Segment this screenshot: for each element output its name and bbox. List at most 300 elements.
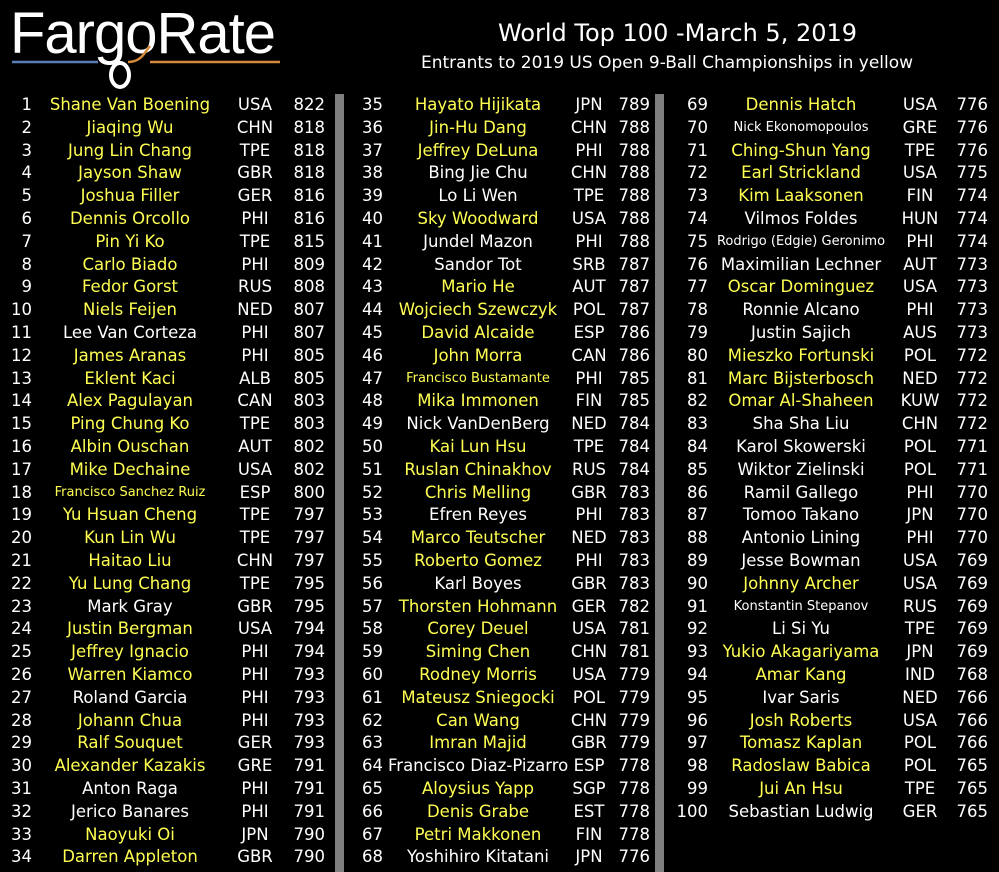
rank-number: 77 — [687, 277, 708, 297]
player-name: Sha Sha Liu — [752, 414, 850, 434]
country-code: PHI — [906, 300, 934, 320]
ranking-row — [348, 231, 655, 254]
ranking-row — [0, 824, 330, 847]
rank-number: 60 — [362, 664, 383, 684]
player-name: Can Wang — [436, 710, 520, 730]
rank-number: 20 — [11, 528, 32, 548]
country-code: GBR — [237, 596, 273, 616]
country-code: USA — [902, 710, 938, 730]
rank-number: 98 — [687, 756, 708, 776]
ranking-row — [668, 550, 999, 573]
ranking-row — [0, 778, 330, 801]
ranking-row — [348, 459, 655, 482]
player-name: Niels Feijen — [82, 300, 178, 320]
fargo-rating: 790 — [293, 847, 325, 867]
rankings-column-2 — [348, 94, 655, 869]
rank-number: 83 — [687, 414, 708, 434]
fargo-rating: 795 — [293, 596, 325, 616]
player-name: Alex Pagulayan — [66, 391, 194, 411]
rank-number: 54 — [362, 528, 383, 548]
ranking-row — [668, 732, 999, 755]
rank-number: 85 — [687, 459, 708, 479]
ranking-row — [348, 846, 655, 869]
rank-number: 53 — [362, 505, 383, 525]
country-code: PHI — [575, 505, 603, 525]
rank-number: 3 — [21, 140, 32, 160]
country-code: IND — [905, 664, 935, 684]
ranking-row — [668, 390, 999, 413]
rank-number: 74 — [687, 208, 708, 228]
player-name: Albin Ouschan — [70, 436, 190, 456]
fargo-rating: 779 — [618, 710, 650, 730]
rank-number: 24 — [11, 619, 32, 639]
country-code: PHI — [241, 208, 269, 228]
country-code: USA — [571, 619, 607, 639]
rank-number: 91 — [687, 596, 708, 616]
fargo-rating: 769 — [956, 619, 988, 639]
rank-number: 57 — [362, 596, 383, 616]
country-code: ESP — [573, 756, 605, 776]
country-code: POL — [903, 733, 937, 753]
rank-number: 92 — [687, 619, 708, 639]
column-divider-1 — [335, 94, 344, 872]
country-code: POL — [903, 436, 937, 456]
country-code: POL — [572, 687, 606, 707]
ranking-row — [348, 801, 655, 824]
player-name: Francisco Sanchez Ruiz — [54, 484, 206, 500]
player-name: Eklent Kaci — [84, 368, 176, 388]
player-name: Konstantin Stepanov — [733, 598, 869, 614]
fargo-rating: 774 — [956, 231, 988, 251]
fargo-rating: 808 — [293, 277, 325, 297]
logo-line-orange — [128, 46, 280, 62]
ranking-row — [0, 276, 330, 299]
fargo-rating: 818 — [293, 163, 325, 183]
fargo-rating: 783 — [618, 550, 650, 570]
ranking-row — [0, 732, 330, 755]
player-name: Jeffrey DeLuna — [417, 140, 539, 160]
fargo-rating: 766 — [956, 733, 988, 753]
fargo-rating: 794 — [293, 619, 325, 639]
player-name: Wiktor Zielinski — [737, 459, 865, 479]
rank-number: 7 — [21, 231, 32, 251]
player-name: James Aranas — [73, 345, 187, 365]
country-code: GER — [571, 596, 607, 616]
rank-number: 17 — [11, 459, 32, 479]
country-code: PHI — [241, 664, 269, 684]
rank-number: 18 — [11, 482, 32, 502]
rank-number: 8 — [21, 254, 32, 274]
fargo-rating: 790 — [293, 824, 325, 844]
fargo-rating: 815 — [293, 231, 325, 251]
player-name: Sebastian Ludwig — [728, 801, 874, 821]
ranking-row — [0, 641, 330, 664]
country-code: TPE — [904, 619, 936, 639]
ranking-row — [348, 276, 655, 299]
rank-number: 72 — [687, 163, 708, 183]
country-code: PHI — [241, 322, 269, 342]
rank-number: 44 — [362, 300, 383, 320]
fargo-rating: 769 — [956, 596, 988, 616]
fargo-rating: 774 — [956, 186, 988, 206]
player-name: Roberto Gomez — [414, 550, 542, 570]
fargo-rating: 770 — [956, 482, 988, 502]
rank-number: 63 — [362, 733, 383, 753]
fargo-rating: 783 — [618, 482, 650, 502]
country-code: GBR — [571, 733, 607, 753]
fargo-rating: 797 — [293, 528, 325, 548]
rank-number: 28 — [11, 710, 32, 730]
rank-number: 42 — [362, 254, 383, 274]
rank-number: 49 — [362, 414, 383, 434]
ranking-row — [668, 482, 999, 505]
rank-number: 100 — [676, 801, 708, 821]
rank-number: 90 — [687, 573, 708, 593]
player-name: Amar Kang — [755, 664, 847, 684]
fargo-rating: 778 — [618, 801, 650, 821]
player-name: Yoshihiro Kitatani — [406, 847, 550, 867]
fargo-rating: 791 — [293, 801, 325, 821]
player-name: Mieszko Fortunski — [727, 345, 875, 365]
player-name: Jundel Mazon — [423, 231, 533, 251]
fargo-rating: 773 — [956, 322, 988, 342]
player-name: Ruslan Chinakhov — [404, 459, 552, 479]
ranking-row — [348, 664, 655, 687]
country-code: PHI — [575, 368, 603, 388]
fargo-rating: 793 — [293, 733, 325, 753]
fargo-rating: 774 — [956, 208, 988, 228]
player-name: Jesse Bowman — [741, 550, 861, 570]
country-code: USA — [237, 459, 273, 479]
rank-number: 94 — [687, 664, 708, 684]
country-code: USA — [571, 208, 607, 228]
rank-number: 9 — [21, 277, 32, 297]
rank-number: 6 — [21, 208, 32, 228]
country-code: SGP — [572, 778, 606, 798]
fargo-rating: 783 — [618, 528, 650, 548]
country-code: NED — [571, 414, 607, 434]
ranking-row — [668, 778, 999, 801]
fargo-rating: 788 — [618, 140, 650, 160]
rank-number: 87 — [687, 505, 708, 525]
fargo-rating: 805 — [293, 368, 325, 388]
rank-number: 99 — [687, 778, 708, 798]
ranking-row — [668, 231, 999, 254]
ranking-row — [0, 801, 330, 824]
fargo-rating: 822 — [293, 95, 325, 114]
player-name: Justin Sajich — [751, 322, 851, 342]
country-code: PHI — [575, 140, 603, 160]
fargo-rating: 776 — [956, 117, 988, 137]
player-name: Kai Lun Hsu — [429, 436, 527, 456]
rankings-column-3 — [668, 94, 999, 824]
country-code: PHI — [906, 528, 934, 548]
fargo-rating: 773 — [956, 254, 988, 274]
rank-number: 70 — [687, 117, 708, 137]
player-name: Anton Raga — [82, 778, 178, 798]
player-name: Jerico Banares — [71, 801, 189, 821]
country-code: JPN — [906, 505, 934, 525]
ranking-row — [668, 664, 999, 687]
player-name: Fedor Gorst — [81, 277, 179, 297]
ranking-row — [0, 459, 330, 482]
fargo-rating: 776 — [956, 140, 988, 160]
country-code: PHI — [906, 231, 934, 251]
fargo-rating: 772 — [956, 345, 988, 365]
ranking-row — [0, 208, 330, 231]
ranking-row — [348, 527, 655, 550]
player-name: Mario He — [441, 277, 515, 297]
ranking-row — [668, 687, 999, 710]
rank-number: 38 — [362, 163, 383, 183]
player-name: Rodrigo (Edgie) Geronimo — [716, 233, 886, 249]
player-name: Tomoo Takano — [742, 505, 860, 525]
player-name: Mike Dechaine — [69, 459, 191, 479]
fargo-rating: 809 — [293, 254, 325, 274]
country-code: USA — [902, 573, 938, 593]
fargo-rating: 770 — [956, 505, 988, 525]
rank-number: 97 — [687, 733, 708, 753]
rank-number: 52 — [362, 482, 383, 502]
ranking-row — [348, 322, 655, 345]
rank-number: 95 — [687, 687, 708, 707]
country-code: KUW — [900, 391, 940, 411]
player-name: Johnny Archer — [743, 573, 859, 593]
ranking-row — [668, 527, 999, 550]
fargo-rating: 785 — [618, 391, 650, 411]
player-name: Sky Woodward — [417, 208, 539, 228]
player-name: Mateusz Sniegocki — [401, 687, 555, 707]
player-name: Jin-Hu Dang — [429, 117, 527, 137]
rank-number: 40 — [362, 208, 383, 228]
player-name: Corey Deuel — [427, 619, 529, 639]
player-name: Josh Roberts — [749, 710, 853, 730]
ranking-row — [668, 755, 999, 778]
player-name: Imran Majid — [429, 733, 527, 753]
ranking-row — [668, 618, 999, 641]
country-code: RUS — [902, 596, 937, 616]
ranking-row — [348, 482, 655, 505]
country-code: TPE — [239, 414, 271, 434]
fargo-rating: 778 — [618, 756, 650, 776]
player-name: Joshua Filler — [80, 186, 180, 206]
player-name: Lo Li Wen — [438, 186, 518, 206]
fargo-rating: 786 — [618, 322, 650, 342]
player-name: Naoyuki Oi — [85, 824, 175, 844]
country-code: GBR — [571, 573, 607, 593]
ranking-row — [348, 710, 655, 733]
country-code: ESP — [239, 482, 271, 502]
ranking-row — [0, 413, 330, 436]
ranking-row — [668, 299, 999, 322]
player-name: Ronnie Alcano — [742, 300, 860, 320]
player-name: Yukio Akagariyama — [722, 642, 880, 662]
column-divider-2 — [655, 94, 664, 872]
fargo-rating: 788 — [618, 208, 650, 228]
country-code: CHN — [236, 550, 274, 570]
ranking-row — [668, 436, 999, 459]
fargo-rating: 795 — [293, 573, 325, 593]
country-code: TPE — [573, 436, 605, 456]
rank-number: 5 — [21, 186, 32, 206]
player-name: Li Si Yu — [772, 619, 830, 639]
country-code: CHN — [570, 117, 608, 137]
rank-number: 19 — [11, 505, 32, 525]
country-code: CHN — [570, 163, 608, 183]
fargo-rating: 788 — [618, 186, 650, 206]
rank-number: 82 — [687, 391, 708, 411]
ranking-row — [0, 664, 330, 687]
country-code: TPE — [239, 573, 271, 593]
player-name: Bing Jie Chu — [428, 163, 528, 183]
country-code: CHN — [901, 414, 939, 434]
player-name: Rodney Morris — [419, 664, 537, 684]
fargo-rating: 768 — [956, 664, 988, 684]
country-code: USA — [902, 277, 938, 297]
country-code: FIN — [906, 186, 934, 206]
country-code: PHI — [241, 801, 269, 821]
player-name: Mark Gray — [87, 596, 173, 616]
ranking-row — [0, 618, 330, 641]
country-code: TPE — [904, 140, 936, 160]
fargo-rating: 793 — [293, 687, 325, 707]
player-name: Justin Bergman — [67, 619, 193, 639]
ranking-row — [0, 710, 330, 733]
fargo-rating: 773 — [956, 300, 988, 320]
fargo-rating: 794 — [293, 642, 325, 662]
country-code: TPE — [573, 186, 605, 206]
country-code: FIN — [575, 824, 603, 844]
fargo-rating: 802 — [293, 436, 325, 456]
rank-number: 41 — [362, 231, 383, 251]
fargo-rating: 803 — [293, 414, 325, 434]
rank-number: 75 — [687, 231, 708, 251]
ranking-row — [0, 390, 330, 413]
page-title: World Top 100 -March 5, 2019 — [498, 19, 858, 47]
fargo-rating: 766 — [956, 687, 988, 707]
country-code: RUS — [571, 459, 606, 479]
country-code: USA — [571, 664, 607, 684]
ranking-row — [348, 345, 655, 368]
country-code: GER — [237, 186, 273, 206]
country-code: TPE — [904, 778, 936, 798]
ranking-row — [348, 140, 655, 163]
player-name: Lee Van Corteza — [62, 322, 198, 342]
country-code: AUT — [572, 277, 606, 297]
player-name: Alexander Kazakis — [54, 756, 206, 776]
fargo-rating: 787 — [618, 300, 650, 320]
fargo-rating: 816 — [293, 186, 325, 206]
fargo-rating: 771 — [956, 459, 988, 479]
player-name: Petri Makkonen — [414, 824, 542, 844]
player-name: Francisco Diaz-Pizarro — [388, 756, 569, 776]
fargo-rating: 797 — [293, 505, 325, 525]
fargo-rating: 791 — [293, 778, 325, 798]
fargo-rating: 769 — [956, 573, 988, 593]
country-code: PHI — [241, 345, 269, 365]
ranking-row — [348, 208, 655, 231]
ranking-row — [668, 710, 999, 733]
country-code: USA — [237, 619, 273, 639]
ranking-row — [668, 596, 999, 619]
ranking-row — [348, 254, 655, 277]
rank-number: 35 — [362, 95, 383, 114]
player-name: Tomasz Kaplan — [739, 733, 863, 753]
rank-number: 37 — [362, 140, 383, 160]
country-code: NED — [902, 368, 938, 388]
rank-number: 56 — [362, 573, 383, 593]
ranking-row — [0, 504, 330, 527]
country-code: POL — [903, 345, 937, 365]
player-name: Dennis Hatch — [745, 95, 857, 114]
fargo-rating: 783 — [618, 573, 650, 593]
country-code: ESP — [573, 322, 605, 342]
country-code: GBR — [571, 482, 607, 502]
rank-number: 51 — [362, 459, 383, 479]
player-name: Sandor Tot — [434, 254, 522, 274]
rank-number: 50 — [362, 436, 383, 456]
player-name: Oscar Dominguez — [727, 277, 875, 297]
player-name: Siming Chen — [425, 642, 531, 662]
ranking-row — [348, 618, 655, 641]
player-name: Vilmos Foldes — [744, 208, 858, 228]
rank-number: 67 — [362, 824, 383, 844]
ranking-row — [668, 94, 999, 117]
fargo-rating: 807 — [293, 300, 325, 320]
ranking-row — [0, 299, 330, 322]
rank-number: 68 — [362, 847, 383, 867]
fargo-rating: 770 — [956, 528, 988, 548]
rank-number: 48 — [362, 391, 383, 411]
player-name: Carlo Biado — [82, 254, 178, 274]
fargo-rating: 784 — [618, 414, 650, 434]
country-code: PHI — [241, 642, 269, 662]
fargo-rating: 785 — [618, 368, 650, 388]
ranking-row — [0, 482, 330, 505]
player-name: Dennis Orcollo — [69, 208, 191, 228]
ranking-row — [668, 413, 999, 436]
fargo-rating: 788 — [618, 231, 650, 251]
ranking-row — [668, 117, 999, 140]
ranking-row — [348, 550, 655, 573]
fargo-rating: 791 — [293, 756, 325, 776]
ranking-row — [668, 140, 999, 163]
country-code: EST — [573, 801, 605, 821]
player-name: Earl Strickland — [741, 163, 861, 183]
fargo-rating: 786 — [618, 345, 650, 365]
ranking-row — [668, 641, 999, 664]
fargo-rating: 779 — [618, 733, 650, 753]
country-code: USA — [237, 95, 273, 114]
country-code: GRE — [902, 117, 938, 137]
player-name: Denis Grabe — [426, 801, 530, 821]
player-name: Ping Chung Ko — [70, 414, 190, 434]
ranking-row — [668, 345, 999, 368]
country-code: GER — [902, 801, 938, 821]
rank-number: 4 — [21, 163, 32, 183]
fargo-rating: 793 — [293, 710, 325, 730]
ranking-row — [668, 368, 999, 391]
ranking-row — [0, 755, 330, 778]
rank-number: 10 — [11, 300, 32, 320]
rank-number: 30 — [11, 756, 32, 776]
player-name: Hayato Hijikata — [414, 95, 542, 114]
ranking-row — [668, 208, 999, 231]
fargo-rating: 769 — [956, 550, 988, 570]
rank-number: 55 — [362, 550, 383, 570]
ranking-row — [348, 504, 655, 527]
country-code: PHI — [906, 482, 934, 502]
